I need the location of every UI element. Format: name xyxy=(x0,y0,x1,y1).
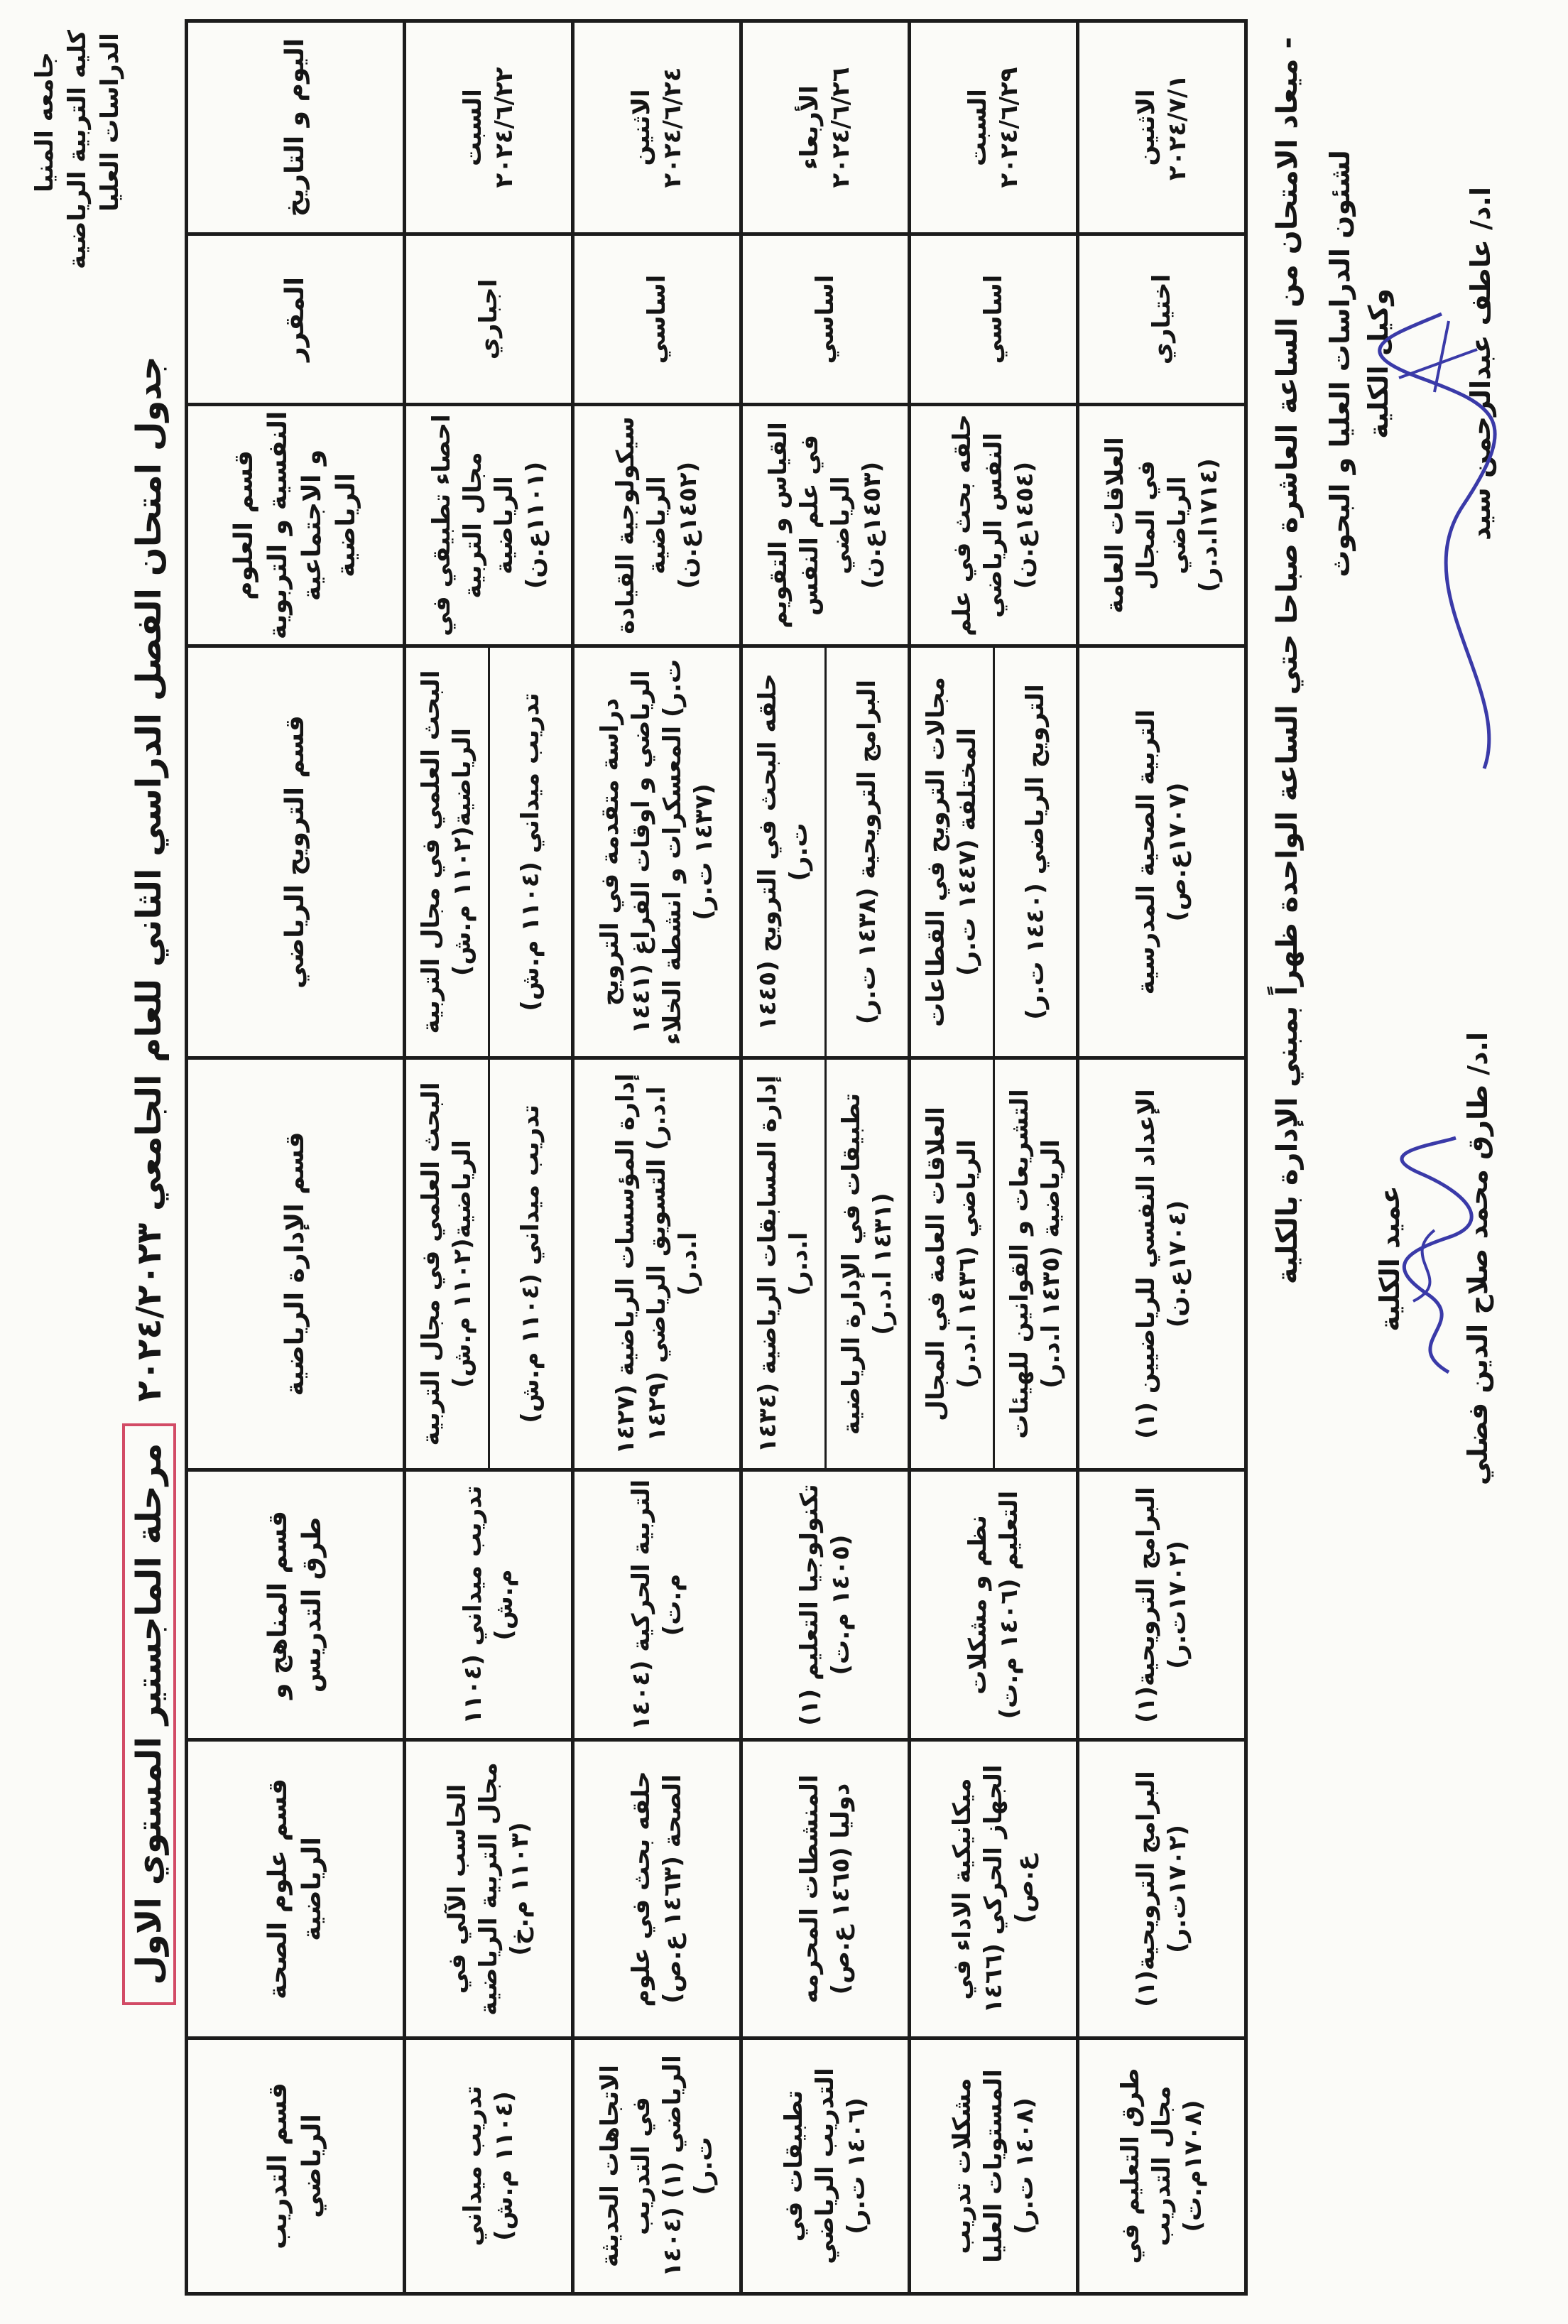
date-label: ٢٠٢٤/٦/٢٩ xyxy=(995,67,1023,188)
col-header-course: المقرر xyxy=(187,234,405,405)
course-cell: اساسي xyxy=(573,234,741,405)
course-cell: اجباري xyxy=(405,234,573,405)
recreation-text: التربية الصحية المدرسية (١٧٠٧ع.ص) xyxy=(1132,709,1192,995)
day-cell xyxy=(405,21,573,234)
col-header-training: قسم التدريب الرياضي xyxy=(187,2038,405,2294)
date-label: ٢٠٢٤/٦/٢٤ xyxy=(658,67,687,188)
training-text: مشكلات تدريب المستويات العليا (١٤٠٨ ت.ر) xyxy=(948,2069,1039,2263)
recreation-text: دراسة متقدمة في الترويح الرياضي و اوقات الفراغ (١٤٤١ ت.ر) المعسكرات و انشطة الخلاء (١٤٣٧ ت.ر) xyxy=(596,658,718,1046)
day-cell xyxy=(573,21,741,234)
header-row xyxy=(187,21,405,2294)
title-block xyxy=(107,115,192,2246)
exam-time-note: - ميعاد الامتحان من الساعة العاشرة صباحا حتي الساعة الواحدة ظهراً بمبني الإدارة بالكلية xyxy=(1271,37,1304,1285)
day-cell xyxy=(1078,21,1246,234)
page-title: جدول امتحان الفصل الدراسي الثاني للعام الجامعي ٢٠٢٤/٢٠٢٣ xyxy=(129,356,169,1402)
course-cell: اختياري xyxy=(1078,234,1246,405)
col-header-admin: قسم الإدارة الرياضية xyxy=(187,1058,405,1470)
health-text: ميكانيكية الاداء في الجهاز الحركي (١٤٦٦ ع.ص) xyxy=(948,1764,1039,2014)
admin-text: الإعداد النفسي للرياضيين (١) (١٧٠٤ع.ن) xyxy=(1132,1089,1192,1439)
admin-text-a: إدارة المسابقات الرياضية (١٤٣٤ ا.د.ر) xyxy=(753,1075,814,1453)
training-text: تطبيقات في التدريب الرياضي (١٤٠٦ ت.ر) xyxy=(780,2068,871,2264)
admin-text-b: تطبيقات في الإدارة الرياضية (١٤٣١ ا.د.ر) xyxy=(824,1060,908,1468)
day-label: الأربعاء xyxy=(795,85,824,170)
day-label: السبت xyxy=(459,89,487,166)
table-row xyxy=(741,21,910,2294)
curricula-text: نظم و مشكلات التعليم (١٤٠٦ م.ت) xyxy=(964,1490,1023,1720)
recreation-cell xyxy=(405,646,573,1058)
health-cell xyxy=(1078,1740,1246,2038)
col-header-health: قسم علوم الصحة الرياضية xyxy=(187,1740,405,2038)
health-text: الحاسب الآلي في مجال التربية الرياضية (١١٠٣ م.خ) xyxy=(443,1762,534,2016)
psych-text: احصاء تطبيقي في مجال التربية الرياضية (١١٠١ع.ن) xyxy=(428,414,550,636)
health-text: المنشطات المحرمه دوليا (١٤٦٥ ع.ص) xyxy=(795,1774,855,2004)
admin-cell xyxy=(573,1058,741,1470)
faculty-name: كليه التربية الرياضية xyxy=(63,30,92,269)
col-header-curricula: قسم المناهج و طرق التدريس xyxy=(187,1470,405,1740)
table-row xyxy=(910,21,1078,2294)
curricula-text: تدريب ميداني (١١٠٤ م.ش) xyxy=(459,1485,518,1725)
date-label: ٢٠٢٤/٧/١ xyxy=(1163,74,1192,181)
dean-name: ا.د/ طارق محمد صلاح الدين فضلي xyxy=(1462,1031,1493,1486)
date-label: ٢٠٢٤/٦/٢٢ xyxy=(490,67,518,188)
course-cell: اساسي xyxy=(910,234,1078,405)
recreation-text-a: مجالات الترويح في القطاعات المختلفة (١٤٤٧ ت.ر) xyxy=(922,677,982,1027)
level-badge: مرحلة الماجستير المستوي الاول xyxy=(122,1423,176,2005)
recreation-text-b: البرامج الترويحية (١٤٣٨ ت.ر) xyxy=(824,648,908,1056)
psych-cell xyxy=(405,405,573,646)
training-text: تدريب ميداني (١١٠٤ م.ش) xyxy=(459,2085,518,2247)
health-cell xyxy=(573,1740,741,2038)
university-name: جامعه المنيا xyxy=(31,52,59,192)
recreation-text-a: البحث العلمي في مجال التربية الرياضية(١١٠٢ م.ش) xyxy=(417,670,477,1034)
vice-dean-name: ا.د/ عاطف عبدالرحمن سيد xyxy=(1465,186,1496,541)
vice-dean-title: وكيل الكلية xyxy=(1363,288,1394,439)
day-label: السبت xyxy=(964,89,992,166)
day-label: الاثنين xyxy=(627,89,655,166)
curricula-text: تكنولوجيا التعليم (١) (١٤٠٥ م.ت) xyxy=(795,1484,855,1726)
psych-cell xyxy=(741,405,910,646)
recreation-cell xyxy=(741,646,910,1058)
health-text: البرامج الترويحية(١) (١٧٠٢ت.ر) xyxy=(1132,1771,1192,2007)
recreation-text-b: تدريب ميداني (١١٠٤ م.ش) xyxy=(488,648,572,1056)
admin-text-a: العلاقات العامة في المجال الرياضي (١٤٣٦ ا.د.ر) xyxy=(922,1107,982,1421)
training-cell xyxy=(405,2038,573,2294)
training-text: طرق التعليم في مجال التدريب (١٧٠٨م.ت) xyxy=(1116,2068,1207,2264)
health-cell xyxy=(910,1740,1078,2038)
recreation-cell xyxy=(910,646,1078,1058)
table-row xyxy=(405,21,573,2294)
curricula-cell xyxy=(1078,1470,1246,1740)
psych-cell xyxy=(910,405,1078,646)
curricula-cell xyxy=(405,1470,573,1740)
vice-dean-signature-icon xyxy=(1378,307,1520,776)
health-text: حلقه بحث في علوم الصحة (١٤٦٣ ع.ص) xyxy=(627,1771,687,2007)
department-name: الدراسات العليا xyxy=(96,33,124,212)
day-label: الاثنين xyxy=(1132,89,1160,166)
admin-cell xyxy=(910,1058,1078,1470)
training-cell xyxy=(1078,2038,1246,2294)
training-text: الاتجاهات الحديثة في التدريب الرياضي (١) (١٤٠٤ ت.ر) xyxy=(596,2055,718,2277)
course-cell: اساسي xyxy=(741,234,910,405)
col-header-day: اليوم و التاريخ xyxy=(187,21,405,234)
health-cell xyxy=(405,1740,573,2038)
psych-text: حلقه بحث في علم النفس الرياضي (١٤٥٤ع.ن) xyxy=(948,414,1039,636)
psych-text: القياس و التقويم في علم النفس الرياضي (١٤٥٣ع.ن) xyxy=(764,422,886,629)
recreation-cell xyxy=(573,646,741,1058)
curricula-text: البرامج الترويحية(١) (١٧٠٢ت.ر) xyxy=(1132,1487,1192,1723)
dean-signature-icon xyxy=(1392,1131,1477,1386)
psych-cell xyxy=(573,405,741,646)
col-header-recreation: قسم الترويح الرياضي xyxy=(187,646,405,1058)
psych-text: العلاقات العامة في المجال الرياضي (١٧١٤ا.د.ر) xyxy=(1101,437,1223,614)
admin-text-b: التشريعات و القوانين للهيئات الرياضية (١٤٣٥ ا.د.ر) xyxy=(993,1060,1077,1468)
table-row xyxy=(573,21,741,2294)
training-cell xyxy=(741,2038,910,2294)
admin-cell xyxy=(1078,1058,1246,1470)
training-cell xyxy=(910,2038,1078,2294)
psych-cell xyxy=(1078,405,1246,646)
psych-text: سيكولوجية القيادة الرياضية (١٤٥٢ع.ن) xyxy=(611,416,702,634)
admin-text: إدارة المؤسسات الرياضية (١٤٢٧ ا.د.ر) التسويق الرياضي (١٤٢٩ ا.د.ر) xyxy=(611,1073,702,1455)
dean-title: عميد الكلية xyxy=(1374,1185,1405,1332)
day-cell xyxy=(741,21,910,234)
exam-schedule-table xyxy=(185,19,1248,2296)
recreation-cell xyxy=(1078,646,1246,1058)
training-cell xyxy=(573,2038,741,2294)
date-label: ٢٠٢٤/٦/٢٦ xyxy=(827,67,855,188)
curricula-text: التربية الحركية (١٤٠٤ م.ت) xyxy=(627,1479,687,1731)
vice-dean-sub: لشئون الدراسات العليا و البحوث xyxy=(1324,150,1356,577)
health-cell xyxy=(741,1740,910,2038)
curricula-cell xyxy=(573,1470,741,1740)
col-header-psych: قسم العلوم النفسية و التربوية و الاجتماعية الرياضية xyxy=(187,405,405,646)
admin-text-b: تدريب ميداني (١١٠٤ م.ش) xyxy=(488,1060,572,1468)
recreation-text-a: حلقه البحث في الترويح (١٤٤٥ ت.ر) xyxy=(753,673,814,1031)
day-cell xyxy=(910,21,1078,234)
admin-text-a: البحث العلمي في مجال التربية الرياضية(١١٠٢ م.ش) xyxy=(417,1082,477,1446)
table-row xyxy=(1078,21,1246,2294)
admin-cell xyxy=(741,1058,910,1470)
recreation-text-b: الترويح الرياضي (١٤٤٠ ت.ر) xyxy=(993,648,1077,1056)
curricula-cell xyxy=(741,1470,910,1740)
curricula-cell xyxy=(910,1470,1078,1740)
admin-cell xyxy=(405,1058,573,1470)
